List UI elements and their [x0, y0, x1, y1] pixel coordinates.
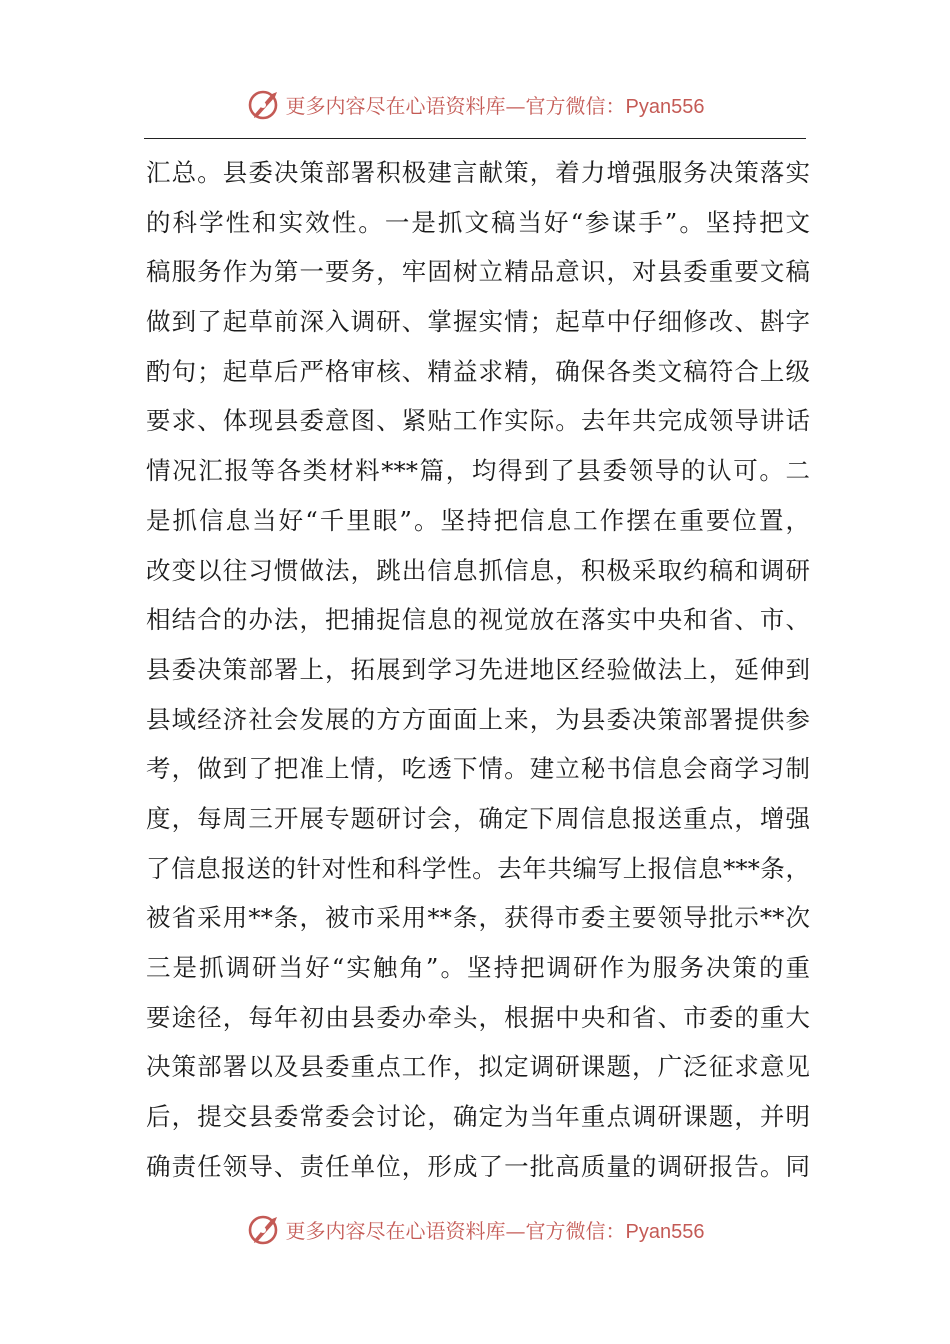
body-line: 的科学性和实效性。一是抓文稿当好“参谋手”。坚持把文	[146, 207, 810, 237]
pen-circle-logo-icon	[246, 1211, 282, 1247]
body-line: 酌句；起草后严格审核、精益求精，确保各类文稿符合上级	[146, 356, 810, 386]
body-line: 做到了起草前深入调研、掌握实情；起草中仔细修改、斟字	[146, 307, 810, 337]
body-line: 是抓信息当好“千里眼”。坚持把信息工作摆在重要位置，	[146, 505, 810, 535]
body-line: 县域经济社会发展的方方面面上来，为县委决策部署提供参	[146, 704, 810, 734]
body-line: 要途径，每年初由县委办牵头，根据中央和省、市委的重大	[146, 1002, 810, 1032]
body-line: 县委决策部署上，拓展到学习先进地区经验做法上，延伸到	[146, 654, 810, 684]
header-banner-cn: 更多内容尽在心语资料库—官方微信：	[285, 93, 626, 118]
header-divider	[144, 138, 806, 139]
body-line: 度，每周三开展专题研讨会，确定下周信息报送重点，增强	[146, 803, 810, 833]
footer-banner-cn: 更多内容尽在心语资料库—官方微信：	[285, 1218, 626, 1243]
body-line: 要求、体现县委意图、紧贴工作实际。去年共完成领导讲话	[146, 406, 810, 436]
body-line: 相结合的办法，把捕捉信息的视觉放在落实中央和省、市、	[146, 605, 810, 635]
footer-banner-text	[286, 1215, 705, 1244]
body-line: 确责任领导、责任单位，形成了一批高质量的调研报告。同	[146, 1151, 810, 1181]
header-banner-id: Pyan556	[625, 95, 705, 118]
header-banner-text	[286, 90, 705, 119]
body-line: 决策部署以及县委重点工作，拟定调研课题，广泛征求意见	[146, 1052, 810, 1082]
body-line: 稿服务作为第一要务，牢固树立精品意识，对县委重要文稿	[146, 257, 810, 287]
footer-banner-id: Pyan556	[625, 1220, 705, 1243]
document-body	[146, 148, 810, 1191]
body-line: 三是抓调研当好“实触角”。坚持把调研作为服务决策的重	[146, 953, 810, 982]
header-banner	[0, 82, 950, 126]
body-line: 了信息报送的针对性和科学性。去年共编写上报信息***条，	[146, 853, 810, 883]
body-line: 改变以往习惯做法，跳出信息抓信息，积极采取约稿和调研	[146, 555, 810, 585]
body-line: 情况汇报等各类材料***篇，均得到了县委领导的认可。二	[146, 456, 810, 486]
pen-circle-logo-icon	[246, 86, 282, 122]
body-line: 后，提交县委常委会讨论，确定为当年重点调研课题，并明	[146, 1102, 810, 1132]
body-line: 考，做到了把准上情，吃透下情。建立秘书信息会商学习制	[146, 754, 810, 784]
body-line: 汇总。县委决策部署积极建言献策，着力增强服务决策落实	[146, 158, 810, 187]
body-line: 被省采用**条，被市采用**条，获得市委主要领导批示**次	[146, 903, 810, 933]
footer-banner	[0, 1207, 950, 1251]
